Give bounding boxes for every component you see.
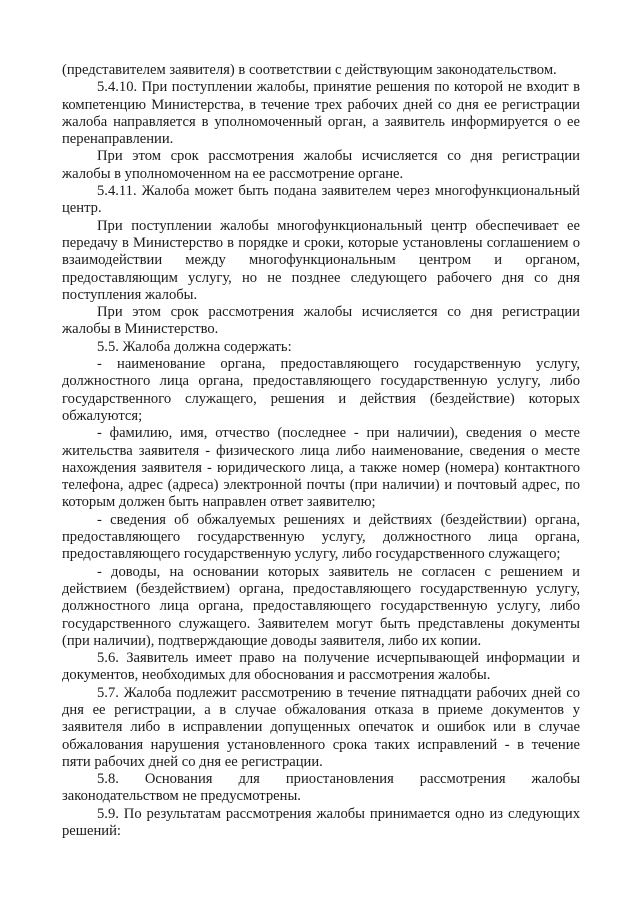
paragraph-5-6: 5.6. Заявитель имеет право на получение исчерпывающей информации и документов, необходимых для обоснования и рассмотрения жалобы. — [62, 650, 580, 684]
paragraph-5-9: 5.9. По результатам рассмотрения жалобы принимается одно из следующих решений: — [62, 805, 580, 840]
paragraph-5-5: 5.5. Жалоба должна содержать: — [97, 338, 292, 355]
paragraph-5-8: 5.8. Основания для приостановления рассмотрения жалобы законодательством не предусмотрены. — [62, 771, 580, 805]
list-item-appealed-decisions: - сведения об обжалуемых решениях и действиях (бездействии) органа, предоставляющего государственную услугу, должностного лица органа, предоставляющего государственную услугу, либо государственного служащего; — [62, 511, 580, 563]
list-item-organ-name: - наименование органа, предоставляющего государственную услугу, должностного лица органа, предоставляющего государственную услугу, либо государственного служащего, решения и действия (бездействие) которых обжалуются; — [62, 356, 580, 424]
paragraph-5-4-11-transfer: При поступлении жалобы многофункциональный центр обеспечивает ее передачу в Министерство в порядке и сроки, которые установлены соглашением о взаимодействии между многофункциональным центром и органом, предоставляющим услугу, но не позднее следующего рабочего дня со дня поступления жалобы. — [62, 217, 580, 303]
paragraph-5-7: 5.7. Жалоба подлежит рассмотрению в течение пятнадцати рабочих дней со дня ее регистрации, а в случае обжалования отказа в приеме документов у заявителя либо в исправлении допущенных опечаток и ошибок или в случае обжалования нарушения установленного срока таких исправлений - в течение пяти рабочих дней со дня ее регистрации. — [62, 684, 580, 770]
list-item-applicant-details: - фамилию, имя, отчество (последнее - при наличии), сведения о месте жительства заявителя - физического лица либо наименование, сведения о месте нахождения заявителя - юридического лица, а также номер (номера) контактного телефона, адрес (адреса) электронной почты (при наличии) и почтовый адрес, по которым должен быть направлен ответ заявителю; — [62, 425, 580, 511]
paragraph-5-4-11: 5.4.11. Жалоба может быть подана заявителем через многофункциональный центр. — [62, 183, 580, 217]
paragraph-5-4-10-term: При этом срок рассмотрения жалобы исчисляется со дня регистрации жалобы в уполномоченном на ее рассмотрение органе. — [62, 148, 580, 182]
list-item-arguments: - доводы, на основании которых заявитель не согласен с решением и действием (бездействием) органа, предоставляющего государственную услугу, должностного лица органа, предоставляющего государственную услугу, либо государственного служащего. Заявителем могут быть представлены документы (при наличии), подтверждающие доводы заявителя, либо их копии. — [62, 563, 580, 649]
paragraph-5-4-10: 5.4.10. При поступлении жалобы, принятие решения по которой не входит в компетенцию Министерства, в течение трех рабочих дней со дня ее регистрации жалоба направляется в уполномоченный орган, а заявитель информируется о ее перенаправлении. — [62, 79, 580, 148]
paragraph-5-4-11-term: При этом срок рассмотрения жалобы исчисляется со дня регистрации жалобы в Министерство. — [62, 304, 580, 338]
paragraph-continuation: (представителем заявителя) в соответствии с действующим законодательством. — [62, 62, 557, 78]
document-page — [62, 62, 580, 840]
